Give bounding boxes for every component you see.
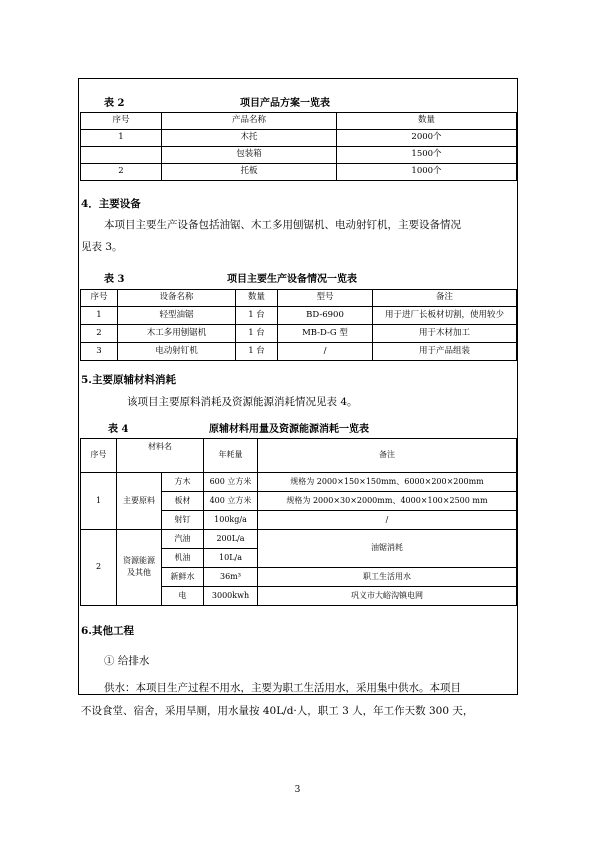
- table3-cell: 用于进厂长板材切割，使用较少: [373, 307, 517, 325]
- table2-cell: 1000个: [337, 164, 517, 181]
- table3-cell: 电动射钉机: [118, 343, 236, 361]
- table4-cell: 汽油: [162, 530, 204, 549]
- table2: [80, 112, 517, 181]
- table3-cell: 1 台: [236, 307, 278, 325]
- table2-cell: 包装箱: [162, 147, 337, 164]
- table4-group2-category-line1: 资源能源: [123, 556, 155, 566]
- table4-header-amount: 年耗量: [204, 439, 258, 473]
- table4-oil-note: 油锯消耗: [258, 530, 517, 568]
- table4-cell: 400 立方米: [204, 492, 258, 511]
- table3-cell: 轻型油锯: [118, 307, 236, 325]
- table4-cell: 36m³: [204, 568, 258, 587]
- table4: [80, 438, 517, 606]
- table4-group2-category: [117, 530, 162, 606]
- section6-paragraph-line1: 供水：本项目生产过程不用水，主要为职工生活用水，采用集中供水。本项目: [104, 682, 461, 694]
- section6-paragraph-line2: 不设食堂、宿舍，采用旱厕，用水量按 40L/d·人，职工 3 人，年工作天数 300 天，: [81, 705, 474, 717]
- table2-cell: 2000个: [337, 130, 517, 147]
- table4-group2-no: 2: [81, 530, 117, 606]
- table4-cell: 200L/a: [204, 530, 258, 549]
- table4-group2-category-line2: 及其他: [127, 568, 151, 577]
- table4-cell: 100kg/a: [204, 511, 258, 530]
- table4-cell: 新鲜水: [162, 568, 204, 587]
- table3-header-name: 设备名称: [118, 290, 236, 307]
- table3-cell: BD-6900: [278, 307, 373, 325]
- table3-header-no: 序号: [81, 290, 118, 307]
- table4-header-note: 备注: [258, 439, 517, 473]
- table4-cell: 职工生活用水: [258, 568, 517, 587]
- page-number: 3: [294, 785, 301, 795]
- table4-cell: 机油: [162, 549, 204, 568]
- section4-heading: 4．主要设备: [81, 198, 141, 210]
- table4-cell: /: [258, 511, 517, 530]
- table4-cell: 方木: [162, 473, 204, 492]
- table4-group1-category: 主要原料: [117, 473, 162, 530]
- table3-cell: 用于产品组装: [373, 343, 517, 361]
- table3-caption-number: 表 3: [104, 274, 125, 285]
- table3-cell: 1: [81, 307, 118, 325]
- table4-group1-no: 1: [81, 473, 117, 530]
- table4-cell: 10L/a: [204, 549, 258, 568]
- table3-cell: 用于木材加工: [373, 325, 517, 343]
- table2-header-no: 序号: [81, 113, 162, 130]
- table3-cell: MB-D-G 型: [278, 325, 373, 343]
- table2-cell: 2: [81, 164, 162, 181]
- table3-cell: 2: [81, 325, 118, 343]
- table2-cell: [81, 147, 162, 164]
- table4-cell: 3000kwh: [204, 587, 258, 606]
- table3-cell: 1 台: [236, 325, 278, 343]
- table3-cell: /: [278, 343, 373, 361]
- table4-cell: 射钉: [162, 511, 204, 530]
- section6-subheading: ① 给排水: [104, 655, 150, 667]
- table3-caption-title: 项目主要生产设备情况一览表: [227, 274, 357, 285]
- table3-header-note: 备注: [373, 290, 517, 307]
- table4-cell: 600 立方米: [204, 473, 258, 492]
- table4-cell: 巩义市大峪沟镇电网: [258, 587, 517, 606]
- table2-caption-number: 表 2: [104, 98, 125, 109]
- table2-cell: 1500个: [337, 147, 517, 164]
- table4-cell: 电: [162, 587, 204, 606]
- table2-cell: 托板: [162, 164, 337, 181]
- section4-paragraph-line1: 本项目主要生产设备包括油锯、木工多用刨锯机、电动射钉机，主要设备情况: [104, 219, 461, 231]
- table2-cell: 1: [81, 130, 162, 147]
- table4-cell: 规格为 2000×30×2000mm、4000×100×2500 mm: [258, 492, 517, 511]
- table3-header-quantity: 数量: [236, 290, 278, 307]
- table2-caption-title: 项目产品方案一览表: [240, 98, 330, 109]
- table3-cell: 3: [81, 343, 118, 361]
- table4-cell: 板材: [162, 492, 204, 511]
- section5-paragraph: 该项目主要原料消耗及资源能源消耗情况见表 4。: [127, 396, 358, 408]
- section4-paragraph-line2: 见表 3。: [81, 241, 123, 253]
- table3-cell: 木工多用刨锯机: [118, 325, 236, 343]
- table4-caption-title: 原辅材料用量及资源能源消耗一览表: [209, 424, 369, 435]
- section6-heading: 6.其他工程: [81, 625, 134, 637]
- table4-header-material: 材料名: [117, 439, 204, 473]
- table3: [80, 289, 517, 361]
- table2-header-product: 产品名称: [162, 113, 337, 130]
- table4-cell: 规格为 2000×150×150mm、6000×200×200mm: [258, 473, 517, 492]
- table2-header-quantity: 数量: [337, 113, 517, 130]
- section5-heading: 5.主要原辅材料消耗: [81, 374, 176, 386]
- table4-header-no: 序号: [81, 439, 117, 473]
- table3-cell: 1 台: [236, 343, 278, 361]
- table3-header-model: 型号: [278, 290, 373, 307]
- table4-caption-number: 表 4: [108, 424, 129, 435]
- table2-cell: 木托: [162, 130, 337, 147]
